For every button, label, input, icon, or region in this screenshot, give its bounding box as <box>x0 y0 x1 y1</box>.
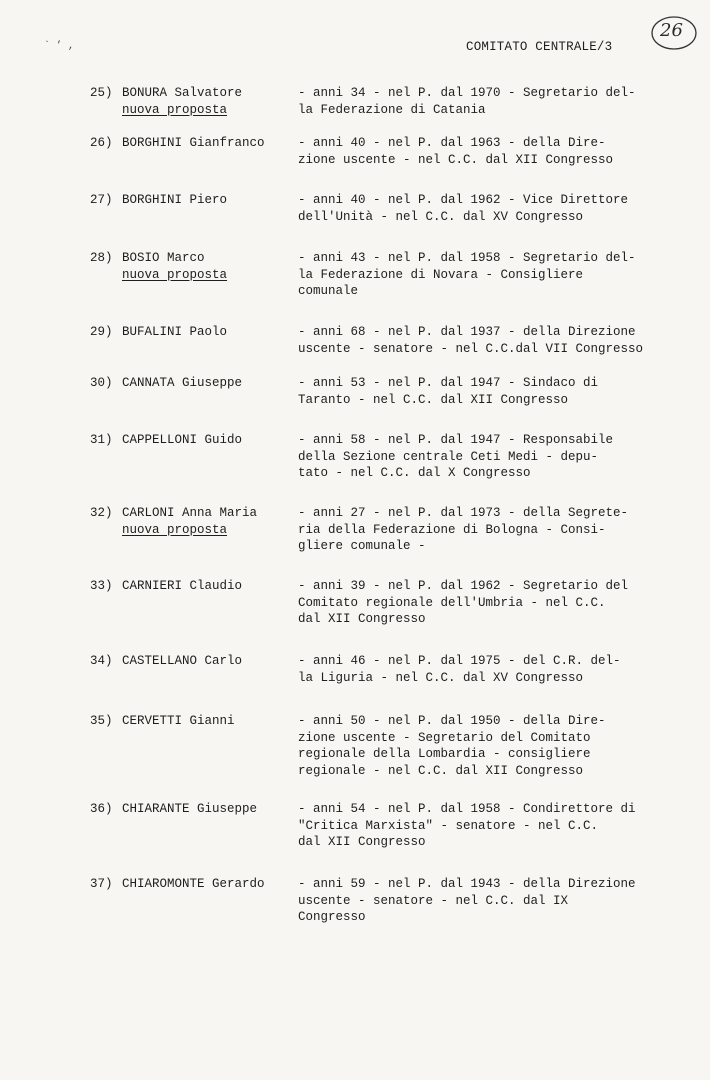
description-line: la Federazione di Novara - Consigliere <box>298 267 584 282</box>
candidate-name: CASTELLANO Carlo <box>122 654 243 668</box>
description-line: la Federazione di Catania <box>298 102 486 117</box>
candidate-name-block <box>122 432 242 449</box>
description-line: gliere comunale - <box>298 539 426 553</box>
candidate-name: BUFALINI Paolo <box>122 325 228 339</box>
description-line: - anni 50 - nel P. dal 1950 - della Dire- <box>298 714 606 728</box>
candidate-name: CARLONI Anna Maria <box>122 506 258 520</box>
candidate-description <box>298 192 708 225</box>
candidate-name-block <box>122 135 265 152</box>
description-line: uscente - senatore - nel C.C.dal VII Congresso <box>298 341 644 356</box>
candidate-name-block <box>122 250 227 283</box>
candidate-description <box>298 653 708 686</box>
entry-number: 29) <box>90 325 113 339</box>
candidate-name-block <box>122 801 257 818</box>
description-line: tato - nel C.C. dal X Congresso <box>298 466 531 480</box>
description-line: Comitato regionale dell'Umbria - nel C.C. <box>298 595 606 610</box>
description-line: - anni 39 - nel P. dal 1962 - Segretario del <box>298 579 629 593</box>
candidate-name-block <box>122 578 242 595</box>
new-proposal-label: nuova proposta <box>122 102 228 117</box>
description-line: comunale <box>298 284 359 298</box>
description-line: "Critica Marxista" - senatore - nel C.C. <box>298 818 599 833</box>
description-line: - anni 68 - nel P. dal 1937 - della Direzione <box>298 325 636 339</box>
description-line: - anni 54 - nel P. dal 1958 - Condirettore di <box>298 802 636 816</box>
candidate-description <box>298 578 708 628</box>
candidate-name: CHIAROMONTE Gerardo <box>122 877 265 891</box>
description-line: dell'Unità - nel C.C. dal XV Congresso <box>298 209 584 224</box>
description-line: zione uscente - nel C.C. dal XII Congresso <box>298 152 614 167</box>
description-line: - anni 58 - nel P. dal 1947 - Responsabile <box>298 433 614 447</box>
entry-number: 25) <box>90 86 113 100</box>
entry-number: 32) <box>90 506 113 520</box>
description-line: - anni 40 - nel P. dal 1962 - Vice Direttore <box>298 193 629 207</box>
candidate-name: CERVETTI Gianni <box>122 714 235 728</box>
page-number: 26 <box>660 20 683 41</box>
candidate-description <box>298 713 708 779</box>
candidate-description <box>298 876 708 926</box>
candidate-name: CARNIERI Claudio <box>122 579 243 593</box>
description-line: della Sezione centrale Ceti Medi - depu- <box>298 449 599 464</box>
candidate-description <box>298 85 708 118</box>
candidate-description <box>298 505 708 555</box>
candidate-name-block <box>122 85 242 118</box>
entry-number: 27) <box>90 193 113 207</box>
entry-number: 36) <box>90 802 113 816</box>
document-header: COMITATO CENTRALE/3 <box>466 40 613 54</box>
entry-number: 30) <box>90 376 113 390</box>
candidate-description <box>298 324 708 357</box>
entry-number: 37) <box>90 877 113 891</box>
description-line: regionale - nel C.C. dal XII Congresso <box>298 763 584 778</box>
candidate-description <box>298 250 708 300</box>
description-line: dal XII Congresso <box>298 835 426 849</box>
candidate-name-block <box>122 653 242 670</box>
description-line: - anni 34 - nel P. dal 1970 - Segretario del- <box>298 86 636 100</box>
candidate-name: CAPPELLONI Guido <box>122 433 243 447</box>
candidate-name-block <box>122 876 265 893</box>
entry-number: 31) <box>90 433 113 447</box>
candidate-description <box>298 432 708 482</box>
description-line: Taranto - nel C.C. dal XII Congresso <box>298 392 569 407</box>
candidate-name-block <box>122 375 242 392</box>
candidate-name: BORGHINI Piero <box>122 193 228 207</box>
page-number-stamp <box>648 14 698 52</box>
description-line: zione uscente - Segretario del Comitato <box>298 730 591 745</box>
description-line: dal XII Congresso <box>298 612 426 626</box>
entry-number: 33) <box>90 579 113 593</box>
description-line: - anni 46 - nel P. dal 1975 - del C.R. del- <box>298 654 621 668</box>
candidate-name: CHIARANTE Giuseppe <box>122 802 258 816</box>
description-line: regionale della Lombardia - consigliere <box>298 747 591 761</box>
entry-number: 34) <box>90 654 113 668</box>
margin-marks: ` ’ , <box>44 41 75 52</box>
description-line: - anni 59 - nel P. dal 1943 - della Direzione <box>298 877 636 891</box>
description-line: - anni 40 - nel P. dal 1963 - della Dire- <box>298 136 606 150</box>
description-line: la Liguria - nel C.C. dal XV Congresso <box>298 670 584 685</box>
candidate-description <box>298 135 708 168</box>
description-line: uscente - senatore - nel C.C. dal IX <box>298 893 569 908</box>
description-line: - anni 27 - nel P. dal 1973 - della Segrete- <box>298 506 629 520</box>
entry-number: 35) <box>90 714 113 728</box>
entry-number: 28) <box>90 251 113 265</box>
candidate-description <box>298 375 708 408</box>
entry-number: 26) <box>90 136 113 150</box>
candidate-name-block <box>122 192 227 209</box>
description-line: Congresso <box>298 910 366 924</box>
candidate-name-block <box>122 505 257 538</box>
candidate-name-block <box>122 324 227 341</box>
candidate-name: CANNATA Giuseppe <box>122 376 243 390</box>
description-line: ria della Federazione di Bologna - Consi- <box>298 522 606 537</box>
candidate-name: BOSIO Marco <box>122 251 205 265</box>
candidate-name: BORGHINI Gianfranco <box>122 136 265 150</box>
description-line: - anni 43 - nel P. dal 1958 - Segretario del- <box>298 251 636 265</box>
new-proposal-label: nuova proposta <box>122 522 228 537</box>
new-proposal-label: nuova proposta <box>122 267 228 282</box>
description-line: - anni 53 - nel P. dal 1947 - Sindaco di <box>298 376 599 390</box>
candidate-name-block <box>122 713 235 730</box>
candidate-name: BONURA Salvatore <box>122 86 243 100</box>
candidate-description <box>298 801 708 851</box>
